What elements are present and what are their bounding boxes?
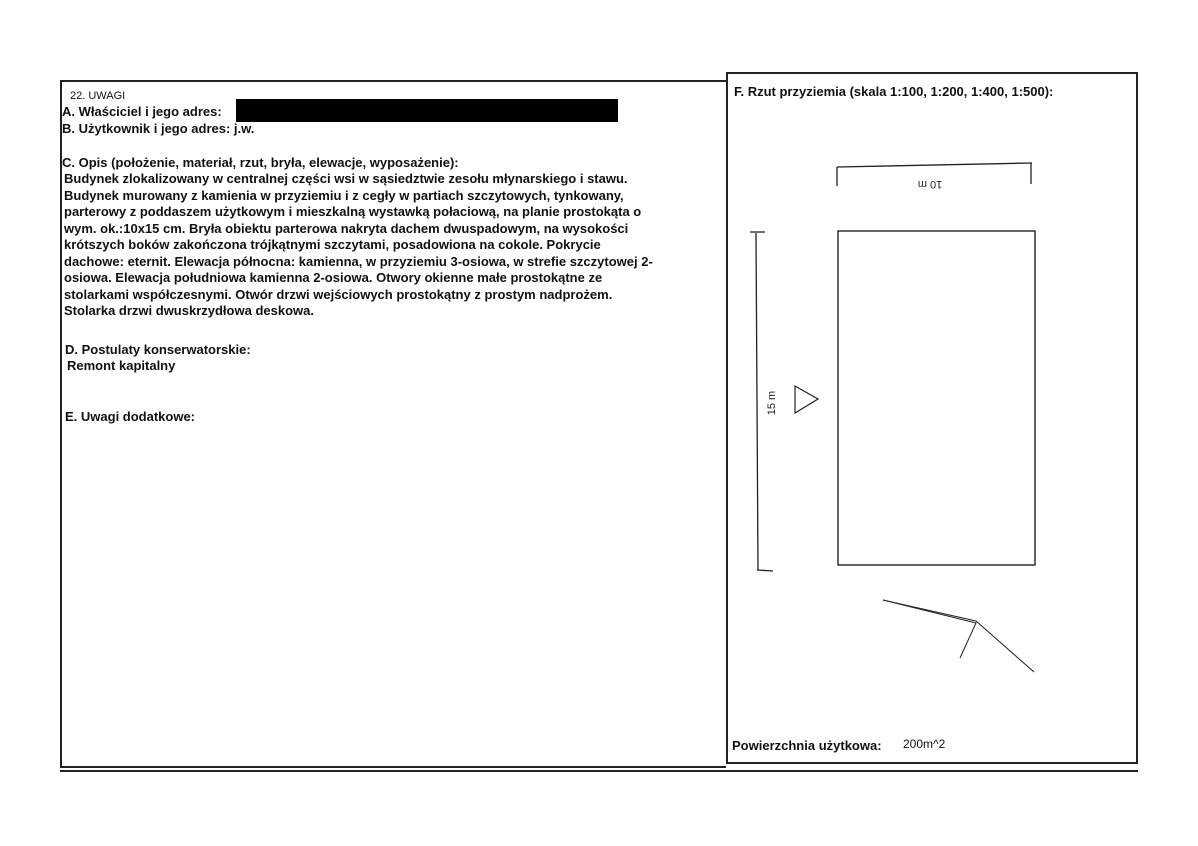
description-line: Stolarka drzwi dwuskrzydłowa deskowa. xyxy=(64,303,314,318)
postulates-heading: D. Postulaty konserwatorskie: xyxy=(65,342,251,357)
building-outline xyxy=(838,231,1035,565)
north-arrow-icon xyxy=(883,600,1034,672)
entrance-marker-icon xyxy=(795,386,818,413)
description-line: dachowe: eternit. Elewacja północna: kamienna, w przyziemiu 3-osiowa, w strefie szczytowej 2- xyxy=(64,253,653,269)
description-line: Budynek murowany z kamienia w przyziemiu i z cegły w partiach szczytowych, tynkowany, xyxy=(64,187,624,203)
description-line: stolarkami współczesnymi. Otwór drzwi wejściowych prostokątny z prostym nadprożem. xyxy=(64,286,613,302)
section-number: 22. UWAGI xyxy=(70,90,126,102)
user-label: B. Użytkownik i jego adres: j.w. xyxy=(62,121,255,136)
length-dimension-label: 15 m xyxy=(766,390,778,416)
additional-remarks-heading: E. Uwagi dodatkowe: xyxy=(65,409,196,424)
width-dimension-label: 10 m xyxy=(917,178,943,190)
postulates-value: Remont kapitalny xyxy=(67,358,176,373)
floor-plan-title: F. Rzut przyziemia (skala 1:100, 1:200, 1:400, 1:500): xyxy=(734,84,1054,99)
owner-label: A. Właściciel i jego adres: xyxy=(62,104,222,119)
usable-area-value: 200m^2 xyxy=(903,737,946,751)
description-heading: C. Opis (położenie, materiał, rzut, bryła, elewacje, wyposażenie): xyxy=(62,155,459,170)
description-line: wym. ok.:10x15 cm. Bryła obiektu parterowa nakryta dachem dwuspadowym, na wysokości xyxy=(64,220,629,236)
description-line: krótszych boków zakończona trójkątnymi szczytami, posadowiona na cokole. Pokrycie xyxy=(64,237,601,252)
description-line: Budynek zlokalizowany w centralnej części wsi w sąsiedztwie zesołu młynarskiego i stawu. xyxy=(64,171,628,186)
description-line: parterowy z poddaszem użytkowym i mieszkalną wystawką połaciową, na planie prostokąta o xyxy=(64,204,642,219)
description-line: osiowa. Elewacja południowa kamienna 2-osiowa. Otwory okienne małe prostokątne ze xyxy=(64,270,603,285)
usable-area-label: Powierzchnia użytkowa: xyxy=(732,738,882,753)
